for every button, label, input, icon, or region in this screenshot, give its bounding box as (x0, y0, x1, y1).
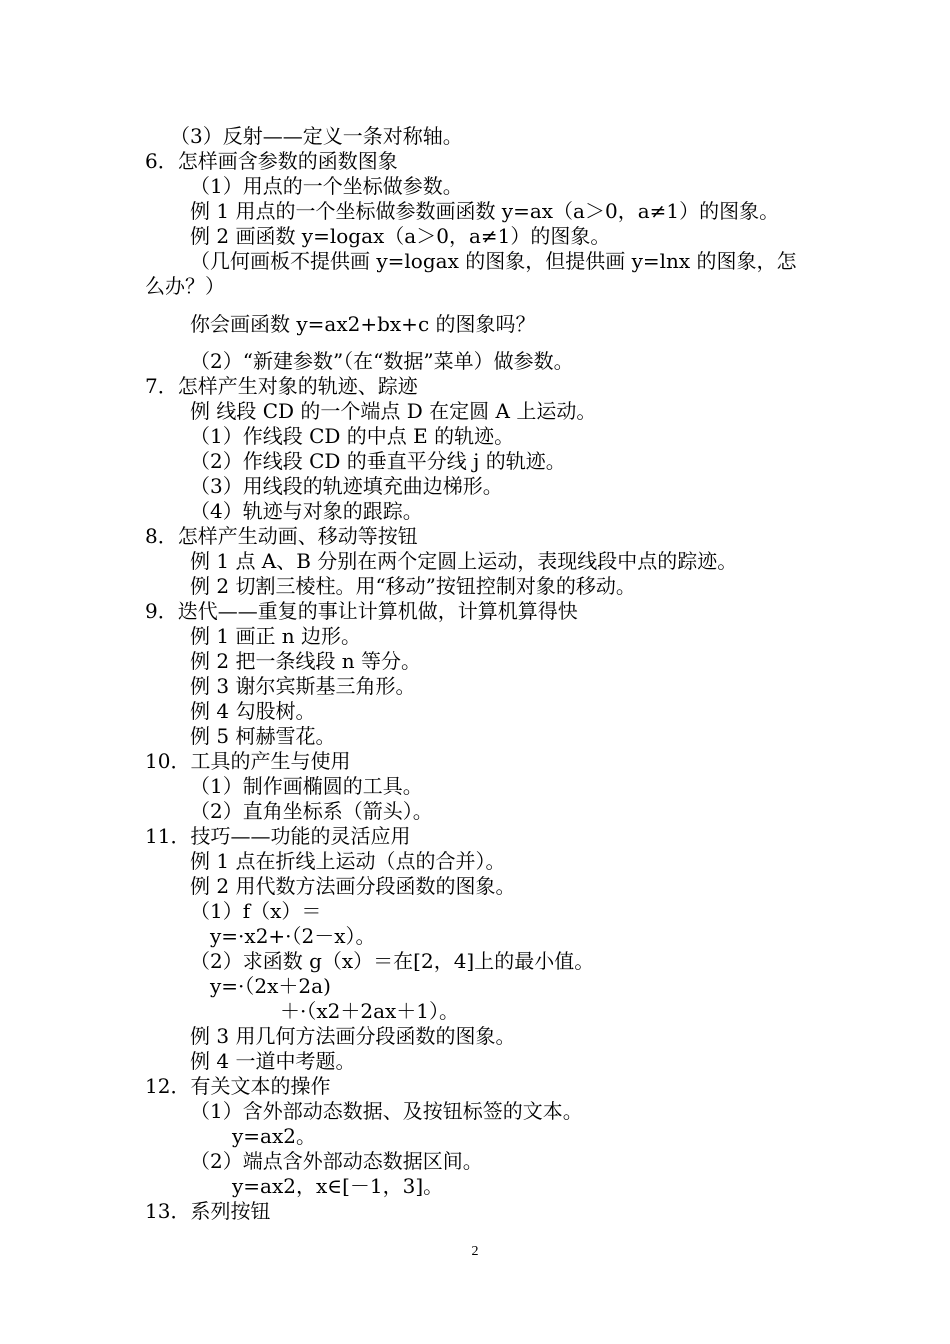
example-line-4: 例 1 用点的一个坐标做参数画函数 y=ax（a＞0，a≠1）的图象。 (190, 199, 780, 223)
section-10-heading: 10．工具的产生与使用 (145, 749, 351, 773)
example-line-17: 例 1 点 A、B 分别在两个定圆上运动，表现线段中点的踪迹。 (190, 549, 738, 573)
example-line-24: 例 5 柯赫雪花。 (190, 724, 336, 748)
text-line-26: （1）制作画椭圆的工具。 (190, 774, 423, 798)
formula-line-40: y=ax2。 (232, 1124, 316, 1148)
formula-line-35: ＋·（x2＋2ax＋1）。 (280, 999, 460, 1023)
text-line-33: （2）求函数 g（x）＝在[2，4]上的最小值。 (190, 949, 595, 973)
section-12-heading: 12．有关文本的操作 (145, 1074, 331, 1098)
text-line-41: （2）端点含外部动态数据区间。 (190, 1149, 483, 1173)
example-line-30: 例 2 用代数方法画分段函数的图象。 (190, 874, 516, 898)
example-line-21: 例 2 把一条线段 n 等分。 (190, 649, 422, 673)
text-line-12: （1）作线段 CD 的中点 E 的轨迹。 (190, 424, 515, 448)
text-line-3: （1）用点的一个坐标做参数。 (190, 174, 463, 198)
question-line-quadratic: 你会画函数 y=ax2+bx+c 的图象吗？ (190, 312, 536, 336)
text-line-39: （1）含外部动态数据、及按钮标签的文本。 (190, 1099, 583, 1123)
example-line-11: 例 线段 CD 的一个端点 D 在定圆 A 上运动。 (190, 399, 597, 423)
example-line-29: 例 1 点在折线上运动（点的合并）。 (190, 849, 506, 873)
section-11-heading: 11．技巧——功能的灵活应用 (145, 824, 411, 848)
text-line-9: （2）“新建参数”（在“数据”菜单）做参数。 (190, 349, 574, 373)
text-line-27: （2）直角坐标系（箭头）。 (190, 799, 433, 823)
text-line-1: （3）反射——定义一条对称轴。 (170, 124, 463, 148)
formula-line-34: y=·（2x＋2a) (210, 974, 331, 998)
section-13-heading: 13．系列按钮 (145, 1199, 271, 1223)
page-number: 2 (471, 1244, 479, 1259)
example-line-5: 例 2 画函数 y=logax（a＞0，a≠1）的图象。 (190, 224, 611, 248)
example-line-37: 例 4 一道中考题。 (190, 1049, 356, 1073)
text-line-6: （几何画板不提供画 y=logax 的图象，但提供画 y=lnx 的图象，怎 (190, 249, 797, 273)
example-line-22: 例 3 谢尔宾斯基三角形。 (190, 674, 416, 698)
text-line-7: 么办？） (145, 274, 225, 298)
example-line-18: 例 2 切割三棱柱。用“移动”按钮控制对象的移动。 (190, 574, 636, 598)
text-line-15: （4）轨迹与对象的跟踪。 (190, 499, 423, 523)
formula-line-32: y=·x2+·（2－x）。 (210, 924, 376, 948)
example-line-20: 例 1 画正 n 边形。 (190, 624, 362, 648)
section-7-heading: 7．怎样产生对象的轨迹、踪迹 (145, 374, 418, 398)
section-6-heading: 6．怎样画含参数的函数图象 (145, 149, 398, 173)
text-line-13: （2）作线段 CD 的垂直平分线 j 的轨迹。 (190, 449, 566, 473)
example-line-36: 例 3 用几何方法画分段函数的图象。 (190, 1024, 516, 1048)
example-line-23: 例 4 勾股树。 (190, 699, 316, 723)
text-line-14: （3）用线段的轨迹填充曲边梯形。 (190, 474, 503, 498)
formula-line-42: y=ax2，x∈[－1，3]。 (232, 1174, 444, 1198)
section-8-heading: 8．怎样产生动画、移动等按钮 (145, 524, 418, 548)
section-9-heading: 9．迭代——重复的事让计算机做，计算机算得快 (145, 599, 578, 623)
text-line-31: （1）f（x）＝ (190, 899, 322, 923)
